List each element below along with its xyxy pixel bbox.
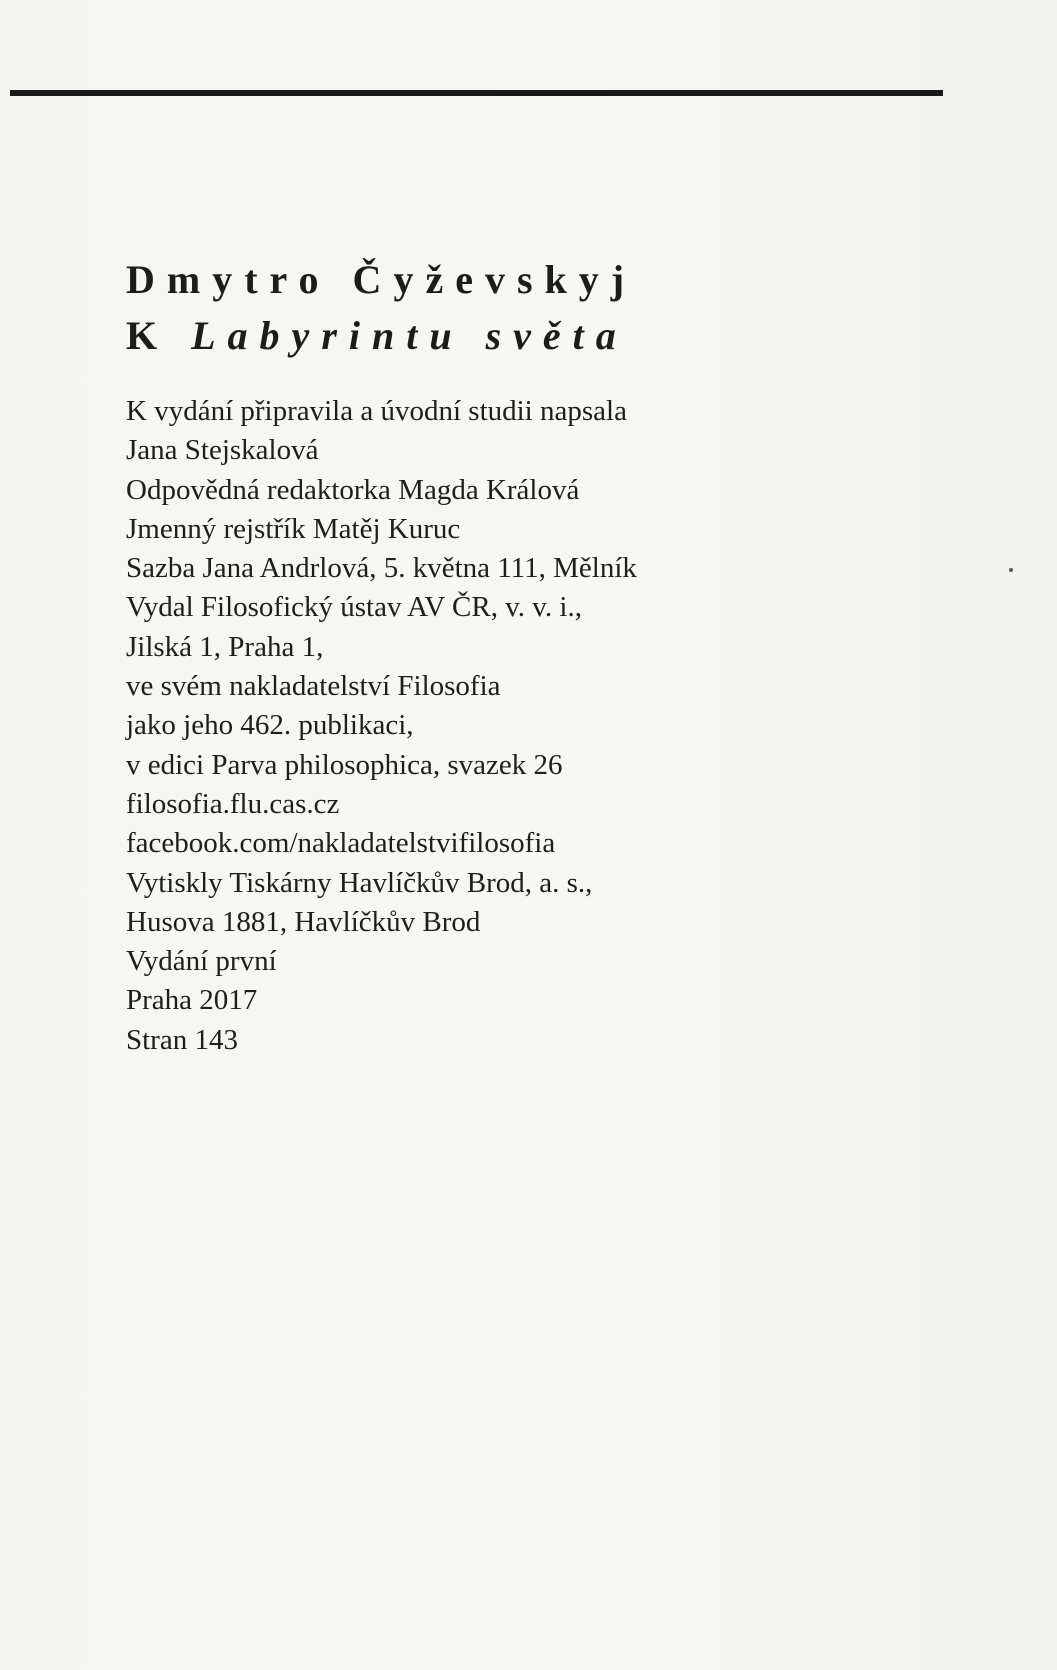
colophon-line: Vytiskly Tiskárny Havlíčkův Brod, a. s., bbox=[126, 866, 593, 899]
title-block bbox=[126, 252, 636, 364]
colophon-line: Jana Stejskalová bbox=[126, 434, 319, 467]
colophon-line: Vydal Filosofický ústav AV ČR, v. v. i., bbox=[126, 591, 582, 624]
colophon-line: Odpovědná redaktorka Magda Králová bbox=[126, 473, 580, 506]
colophon-line: ve svém nakladatelství Filosofia bbox=[126, 670, 501, 703]
colophon-line: Jmenný rejstřík Matěj Kuruc bbox=[126, 512, 461, 545]
colophon-line: Husova 1881, Havlíčkův Brod bbox=[126, 905, 481, 938]
colophon-line: jako jeho 462. publikaci, bbox=[126, 709, 414, 742]
paper-speck bbox=[1009, 568, 1013, 572]
colophon-line: v edici Parva philosophica, svazek 26 bbox=[126, 748, 563, 781]
book-title-italic: Labyrintu světa bbox=[191, 313, 628, 358]
colophon-line: Stran 143 bbox=[126, 1023, 238, 1056]
book-title bbox=[126, 308, 636, 364]
author-name: Dmytro Čyževskyj bbox=[126, 257, 637, 302]
colophon bbox=[126, 392, 637, 1060]
colophon-line: filosofia.flu.cas.cz bbox=[126, 787, 340, 820]
colophon-line: Jilská 1, Praha 1, bbox=[126, 630, 324, 663]
colophon-line: Vydání první bbox=[126, 945, 277, 978]
colophon-line: facebook.com/nakladatelstvifilosofia bbox=[126, 827, 556, 860]
colophon-line: Praha 2017 bbox=[126, 984, 258, 1017]
top-rule bbox=[10, 90, 943, 96]
colophon-line: Sazba Jana Andrlová, 5. května 111, Mělník bbox=[126, 552, 637, 585]
book-title-prefix: K bbox=[126, 313, 170, 358]
colophon-line: K vydání připravila a úvodní studii napsala bbox=[126, 395, 627, 427]
